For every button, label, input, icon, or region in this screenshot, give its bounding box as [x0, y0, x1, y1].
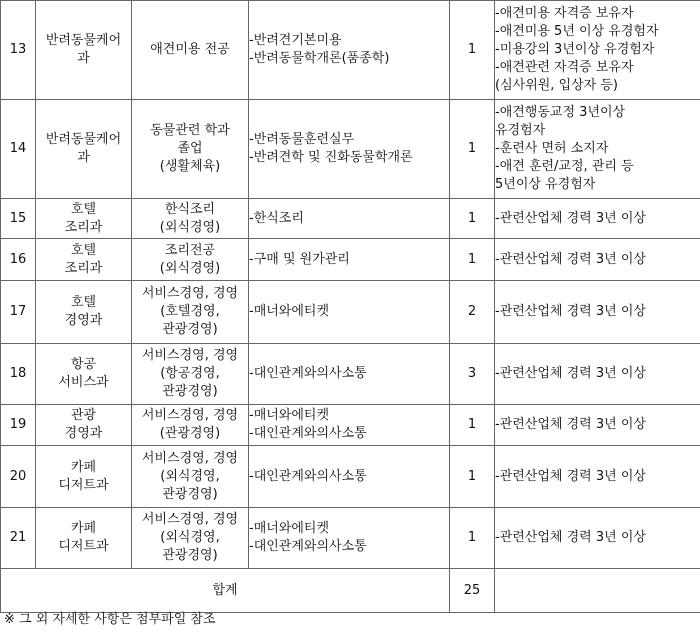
- major-line: 서비스경영, 경영: [141, 450, 239, 466]
- major-cell: [132, 100, 249, 199]
- major-cell: [132, 405, 249, 446]
- total-blank-cell: [495, 569, 700, 613]
- row-number: 14: [1, 100, 36, 199]
- major-line: (외식경영,: [160, 468, 220, 484]
- table-row: [1, 344, 700, 405]
- subject-line: -구매 및 원가관리: [249, 251, 350, 267]
- qualification-cell: [495, 1, 700, 100]
- row-number: 13: [1, 1, 36, 100]
- department-line: 경영과: [64, 426, 103, 441]
- department-line: 카페: [70, 521, 97, 536]
- department-cell: [36, 405, 132, 446]
- department-line: 항공: [70, 357, 97, 372]
- major-line: 한식조리: [164, 201, 216, 217]
- subject-line: -반려동물훈련실무: [249, 132, 355, 147]
- subject-line: -대인관계와의사소통: [249, 468, 367, 484]
- department-line: 호텔: [70, 201, 97, 217]
- row-number: 15: [1, 199, 36, 239]
- row-number: 18: [1, 344, 36, 405]
- subject-line: -대인관계와의사소통: [249, 426, 367, 441]
- qualification-line: -관련산업체 경력 3년 이상: [495, 210, 646, 226]
- major-line: 관광경영): [162, 322, 218, 337]
- department-line: 반려동물케어: [45, 132, 122, 147]
- qualification-line: -관련산업체 경력 3년 이상: [495, 366, 646, 381]
- total-label: 합계: [1, 569, 450, 613]
- department-cell: [36, 1, 132, 100]
- major-line: (호텔경영,: [160, 304, 220, 319]
- row-number: 21: [1, 508, 36, 569]
- major-line: 조리전공: [164, 242, 216, 258]
- table-row: [1, 100, 700, 199]
- department-line: 반려동물케어: [45, 33, 122, 48]
- qualification-line: (심사위원, 입상자 등): [495, 78, 619, 93]
- subject-line: -대인관계와의사소통: [249, 539, 367, 554]
- headcount-cell: 1: [450, 405, 495, 446]
- qualification-line: -애견미용 자격증 보유자: [495, 6, 634, 21]
- major-line: (생활체육): [159, 159, 221, 174]
- department-line: 서비스과: [58, 375, 109, 390]
- department-cell: [36, 508, 132, 569]
- qualification-cell: [495, 405, 700, 446]
- department-line: 카페: [70, 459, 97, 475]
- qualification-cell: [495, 100, 700, 199]
- headcount-cell: 2: [450, 281, 495, 344]
- qualification-line: -관련산업체 경력 3년 이상: [495, 251, 646, 267]
- major-line: 동물관련 학과: [150, 123, 230, 138]
- qualification-line: -미용강의 3년이상 유경험자: [495, 42, 655, 57]
- subject-cell: [249, 199, 450, 239]
- major-line: 관광경영): [162, 548, 218, 563]
- row-number: 20: [1, 446, 36, 508]
- qualification-cell: [495, 344, 700, 405]
- headcount-cell: 1: [450, 508, 495, 569]
- major-line: 졸업: [177, 141, 203, 156]
- qualification-line: -관련산업체 경력 3년 이상: [495, 530, 646, 545]
- qualification-line: 5년이상 유경험자: [495, 177, 596, 192]
- major-cell: [132, 1, 249, 100]
- qualification-line: -관련산업체 경력 3년 이상: [495, 417, 646, 432]
- department-cell: [36, 344, 132, 405]
- department-cell: [36, 446, 132, 508]
- major-cell: [132, 446, 249, 508]
- subject-cell: [249, 405, 450, 446]
- major-line: 서비스경영, 경영: [141, 348, 239, 363]
- department-cell: [36, 239, 132, 281]
- table-row: [1, 446, 700, 508]
- qualification-cell: [495, 281, 700, 344]
- qualification-line: -훈련사 면허 소지자: [495, 141, 609, 156]
- subject-cell: [249, 239, 450, 281]
- subject-line: -매너와에티켓: [249, 521, 330, 536]
- qualification-cell: [495, 508, 700, 569]
- department-line: 조리과: [64, 260, 103, 276]
- qualification-line: -애견 훈련/교정, 관리 등: [495, 159, 634, 174]
- department-cell: [36, 281, 132, 344]
- qualification-cell: [495, 446, 700, 508]
- total-row: [1, 569, 700, 613]
- subject-line: -반려동물학개론(품종학): [249, 51, 390, 66]
- total-count: 25: [450, 569, 495, 613]
- major-line: 관광경영): [162, 486, 218, 502]
- major-line: (관광경영): [159, 426, 221, 441]
- subject-line: -반려견기본미용: [249, 33, 342, 48]
- qualification-cell: [495, 239, 700, 281]
- qualification-line: -관련산업체 경력 3년 이상: [495, 304, 646, 319]
- headcount-cell: 1: [450, 100, 495, 199]
- major-line: (항공경영,: [160, 366, 220, 381]
- subject-cell: [249, 1, 450, 100]
- department-line: 관광: [70, 408, 97, 423]
- major-cell: [132, 239, 249, 281]
- major-line: 서비스경영, 경영: [141, 408, 239, 423]
- qualification-line: -애견행동교정 3년이상: [495, 105, 626, 120]
- qualification-line: -애견미용 5년 이상 유경험자: [495, 24, 659, 39]
- subject-line: -대인관계와의사소통: [249, 366, 367, 381]
- department-line: 디저트과: [58, 477, 109, 493]
- headcount-cell: 1: [450, 199, 495, 239]
- department-line: 호텔: [70, 295, 97, 310]
- table-row: [1, 508, 700, 569]
- footnote: ※ 그 외 자세한 사항은 첨부파일 참조: [4, 612, 216, 627]
- major-line: 서비스경영, 경영: [141, 286, 239, 301]
- major-cell: [132, 281, 249, 344]
- department-line: 조리과: [64, 219, 103, 235]
- subject-cell: [249, 344, 450, 405]
- row-number: 16: [1, 239, 36, 281]
- headcount-cell: 1: [450, 446, 495, 508]
- qualification-line: 유경험자: [495, 123, 546, 138]
- major-line: (외식경영): [159, 260, 221, 276]
- table-row: [1, 239, 700, 281]
- major-cell: [132, 199, 249, 239]
- department-line: 호텔: [70, 242, 97, 258]
- subject-line: -매너와에티켓: [249, 304, 330, 319]
- table-row: [1, 199, 700, 239]
- major-line: 서비스경영, 경영: [141, 512, 239, 527]
- subject-line: -매너와에티켓: [249, 408, 330, 423]
- major-line: (외식경영,: [160, 530, 220, 545]
- headcount-cell: 3: [450, 344, 495, 405]
- subject-cell: [249, 281, 450, 344]
- row-number: 19: [1, 405, 36, 446]
- table-row: [1, 281, 700, 344]
- department-cell: [36, 100, 132, 199]
- qualification-cell: [495, 199, 700, 239]
- headcount-cell: 1: [450, 239, 495, 281]
- subject-cell: [249, 508, 450, 569]
- table-row: [1, 1, 700, 100]
- department-line: 과: [77, 150, 90, 165]
- qualification-line: -관련산업체 경력 3년 이상: [495, 468, 646, 484]
- subject-cell: [249, 100, 450, 199]
- major-cell: [132, 508, 249, 569]
- major-line: 관광경영): [162, 384, 218, 399]
- table-row: [1, 405, 700, 446]
- department-line: 과: [77, 51, 90, 66]
- subject-line: -한식조리: [249, 210, 304, 226]
- department-line: 경영과: [64, 313, 103, 328]
- department-line: 디저트과: [58, 539, 109, 554]
- major-cell: [132, 344, 249, 405]
- department-cell: [36, 199, 132, 239]
- qualification-line: -애견관련 자격증 보유자: [495, 60, 634, 75]
- row-number: 17: [1, 281, 36, 344]
- subject-cell: [249, 446, 450, 508]
- subject-line: -반려견학 및 진화동물학개론: [249, 150, 413, 165]
- major-line: (외식경영): [159, 219, 221, 235]
- major-line: 애견미용 전공: [150, 42, 230, 57]
- headcount-cell: 1: [450, 1, 495, 100]
